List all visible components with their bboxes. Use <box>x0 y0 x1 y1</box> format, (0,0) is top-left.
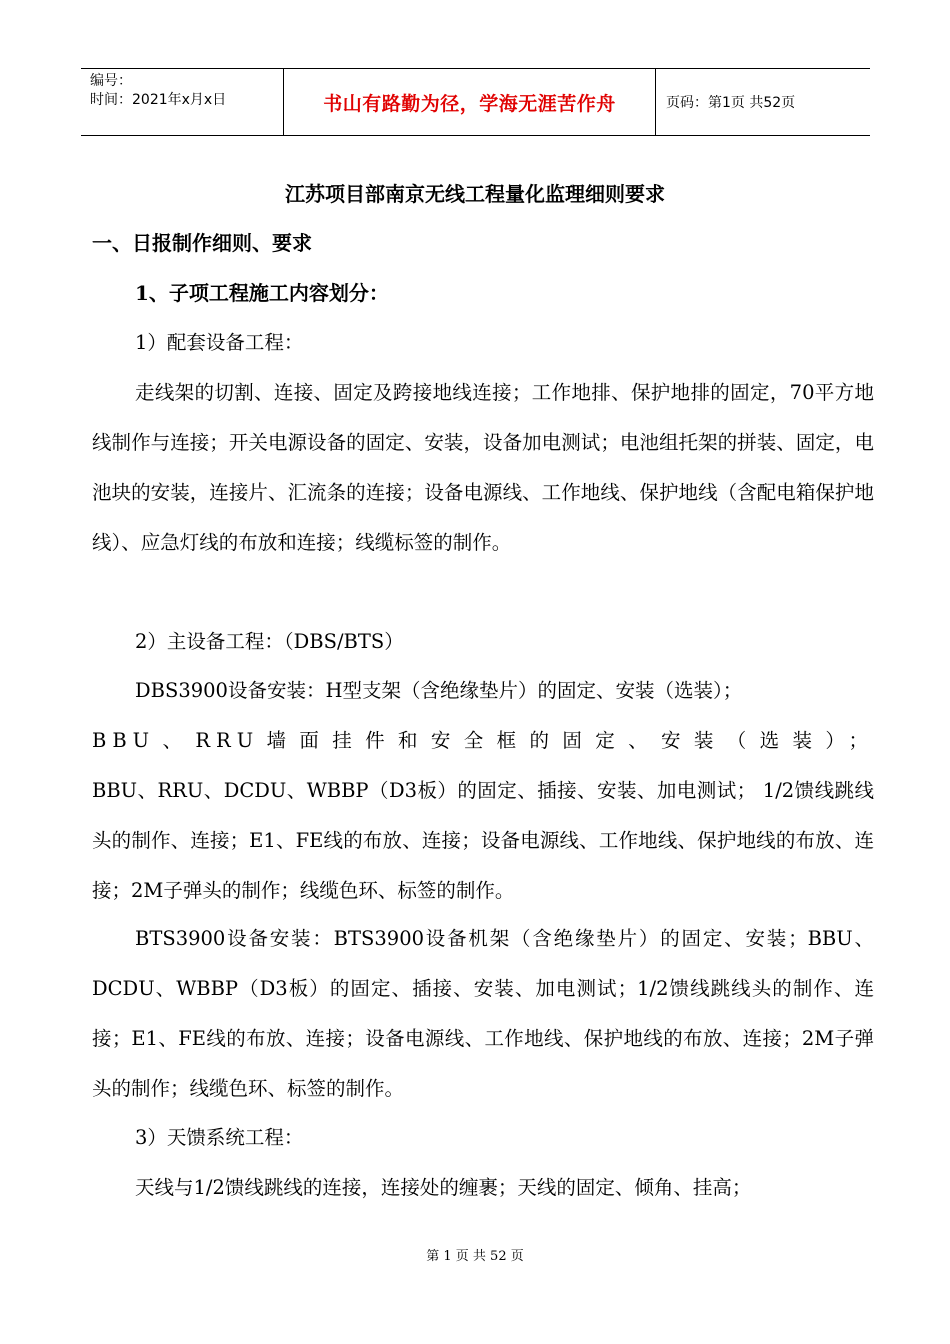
item-1-text: 走线架的切割、连接、固定及跨接地线连接；工作地排、保护地排的固定，70平方地线制作与连接；开关电源设备的固定、安装，设备加电测试；电池组托架的拼装、固定，电池块的安装，连接片、汇流条的连接；设备电源线、工作地线、保护地线（含配电箱保护地线）、应急灯线的布放和连接；线缆标签的制作。 <box>92 381 874 554</box>
header-meta <box>81 69 283 135</box>
item-3-text: 天线与1/2馈线跳线的连接，连接处的缠裹；天线的固定、倾角、挂高； <box>135 1176 752 1199</box>
item-2-title: 2）主设备工程：（DBS/BTS） <box>135 630 404 653</box>
page-footer: 第 1 页 共 52 页 <box>426 1249 524 1264</box>
header-page-info: 页码：第1页 共52页 <box>666 95 796 111</box>
item-3-title: 3）天馈系统工程： <box>135 1126 304 1149</box>
bts-text: BTS3900设备安装：BTS3900设备机架（含绝缘垫片）的固定、安装；BBU、DCDU、WBBP（D3板）的固定、插接、安装、加电测试；1/2馈线跳线头的制作、连接；E1、FE线的布放、连接；设备电源线、工作地线、保护地线的布放、连接；2M子弹头的制作；线缆色环、标签的制作。 <box>92 927 874 1100</box>
date-line: 时间：2021年x月x日 <box>90 92 227 108</box>
dbs-line-2: BBU、RRU墙面挂件和安全框的固定、安装（选装）； <box>92 729 874 752</box>
subsection-heading: 1、子项工程施工内容划分： <box>135 281 389 305</box>
dbs-line-1: DBS3900设备安装：H型支架（含绝缘垫片）的固定、安装（选装）； <box>135 679 743 702</box>
item-1-title: 1）配套设备工程： <box>135 331 304 354</box>
document-title: 江苏项目部南京无线工程量化监理细则要求 <box>285 182 665 206</box>
page-header <box>81 68 870 136</box>
dbs-text: BBU、RRU、DCDU、WBBP（D3板）的固定、插接、安装、加电测试； 1/2馈线跳线头的制作、连接；E1、FE线的布放、连接；设备电源线、工作地线、保护地线的布放、连接；2M子弹头的制作；线缆色环、标签的制作。 <box>92 779 874 902</box>
number-label: 编号： <box>90 73 132 89</box>
section-heading: 一、日报制作细则、要求 <box>92 231 312 255</box>
header-motto: 书山有路勤为径，学海无涯苦作舟 <box>283 69 656 135</box>
